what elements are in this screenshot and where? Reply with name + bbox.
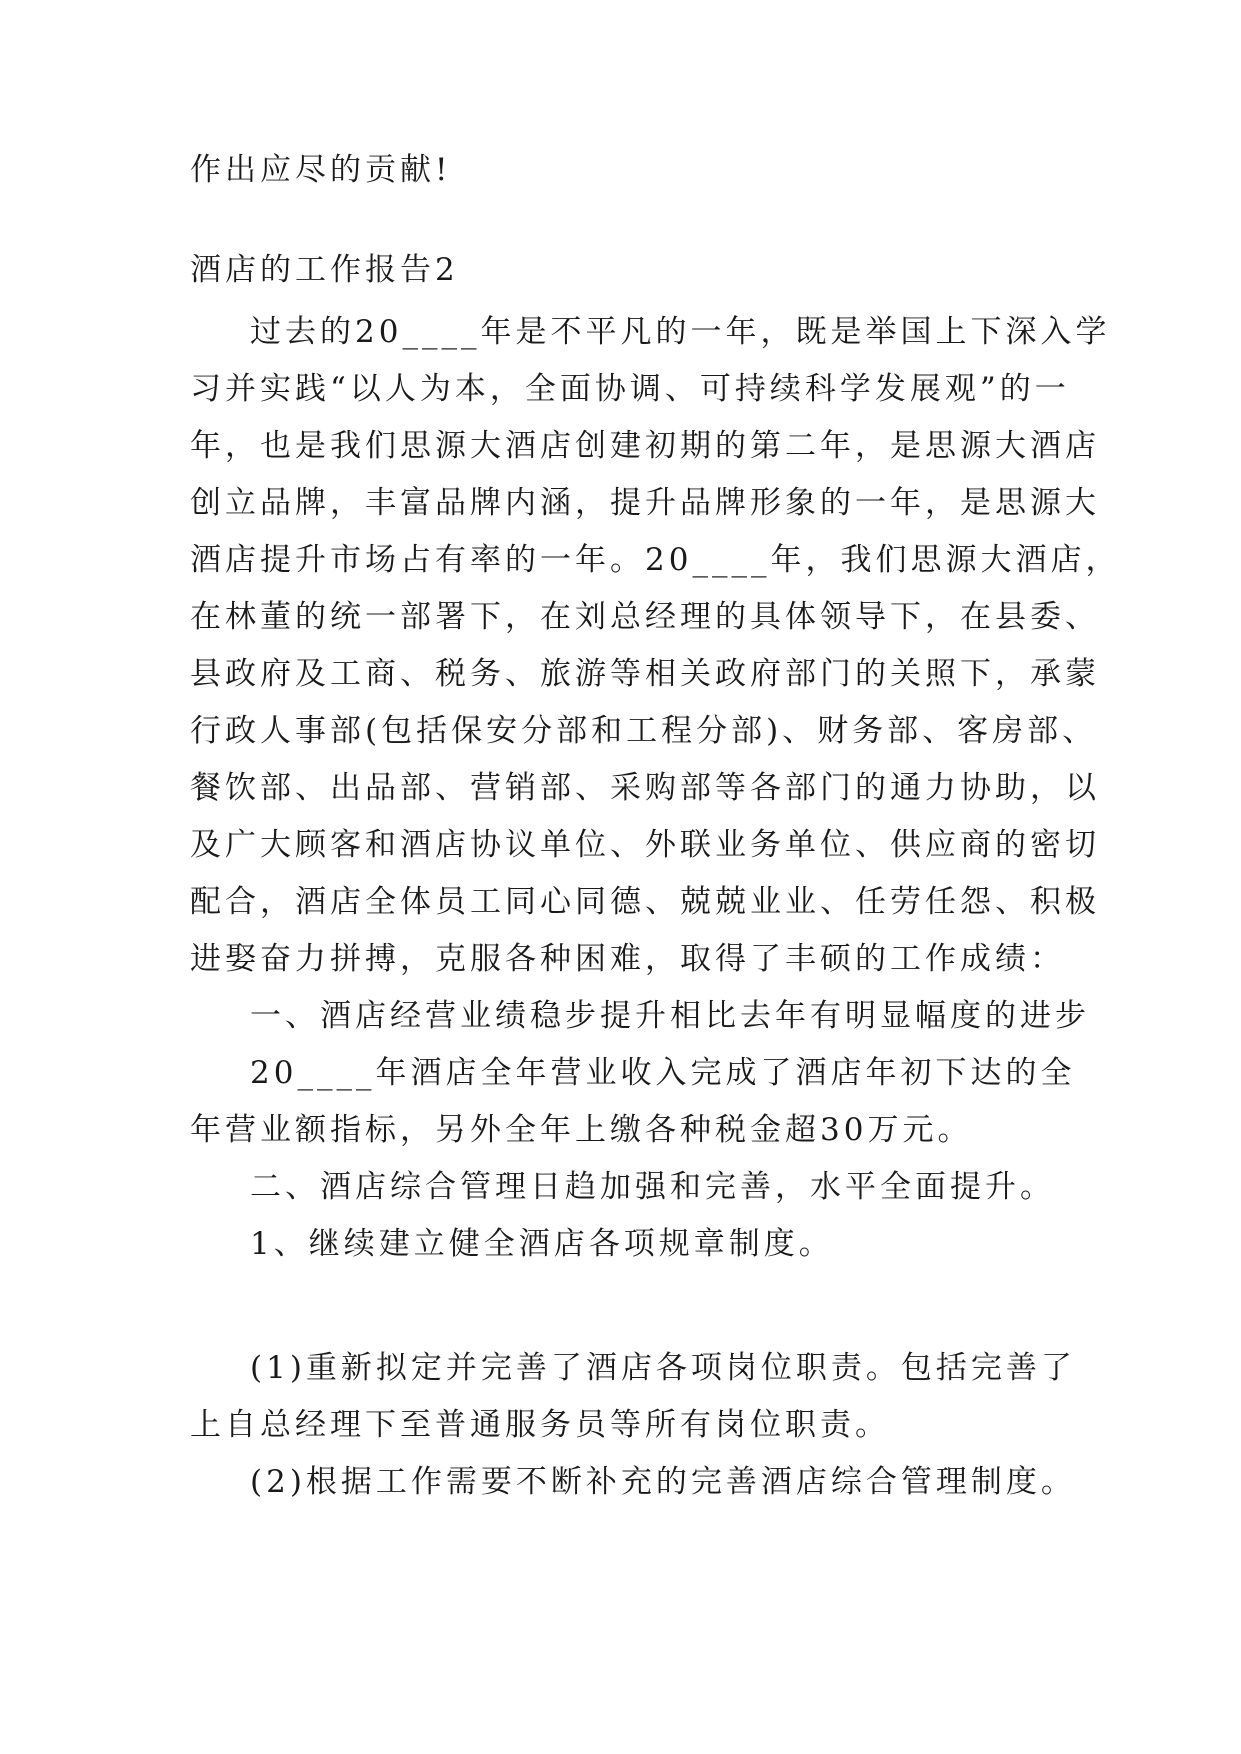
paragraph-line: 行政人事部(包括保安分部和工程分部)、财务部、客房部、 (190, 713, 1098, 749)
paragraph-line: 习并实践“以人为本，全面协调、可持续科学发展观”的一 (190, 371, 1070, 407)
revenue-line: 年营业额指标，另外全年上缴各种税金超30万元。 (190, 1112, 973, 1148)
paragraph-line: 配合，酒店全体员工同心同德、兢兢业业、任劳任怨、积极 (190, 884, 1100, 920)
paragraph-line: 在林董的统一部署下，在刘总经理的具体领导下，在县委、 (190, 599, 1100, 635)
revenue-line: 20____年酒店全年营业收入完成了酒店年初下达的全 (250, 1055, 1076, 1091)
closing-line: 作出应尽的贡献! (190, 152, 452, 188)
sub-item-2: (2)根据工作需要不断补充的完善酒店综合管理制度。 (250, 1464, 1076, 1500)
paragraph-line: 年，也是我们思源大酒店创建初期的第二年，是思源大酒店 (190, 428, 1100, 464)
sub-item-1-line: (1)重新拟定并完善了酒店各项岗位职责。包括完善了 (250, 1350, 1076, 1386)
paragraph-line: 县政府及工商、税务、旅游等相关政府部门的关照下，承蒙 (190, 656, 1100, 692)
paragraph-line: 餐饮部、出品部、营销部、采购部等各部门的通力协助，以 (190, 770, 1100, 806)
section-title: 酒店的工作报告2 (190, 252, 459, 288)
paragraph-line: 过去的20____年是不平凡的一年，既是举国上下深入学 (250, 314, 1111, 350)
heading-1: 一、酒店经营业绩稳步提升相比去年有明显幅度的进步 (250, 998, 1090, 1034)
sub-item-1-line: 上自总经理下至普通服务员等所有岗位职责。 (190, 1407, 890, 1443)
heading-2: 二、酒店综合管理日趋加强和完善，水平全面提升。 (250, 1169, 1055, 1205)
paragraph-line: 创立品牌，丰富品牌内涵，提升品牌形象的一年，是思源大 (190, 485, 1100, 521)
item-1: 1、继续建立健全酒店各项规章制度。 (250, 1226, 834, 1262)
paragraph-line: 及广大顾客和酒店协议单位、外联业务单位、供应商的密切 (190, 827, 1100, 863)
paragraph-line: 酒店提升市场占有率的一年。20____年，我们思源大酒店， (190, 542, 1121, 578)
paragraph-line: 进娶奋力拼搏，克服各种困难，取得了丰硕的工作成绩： (190, 941, 1065, 977)
